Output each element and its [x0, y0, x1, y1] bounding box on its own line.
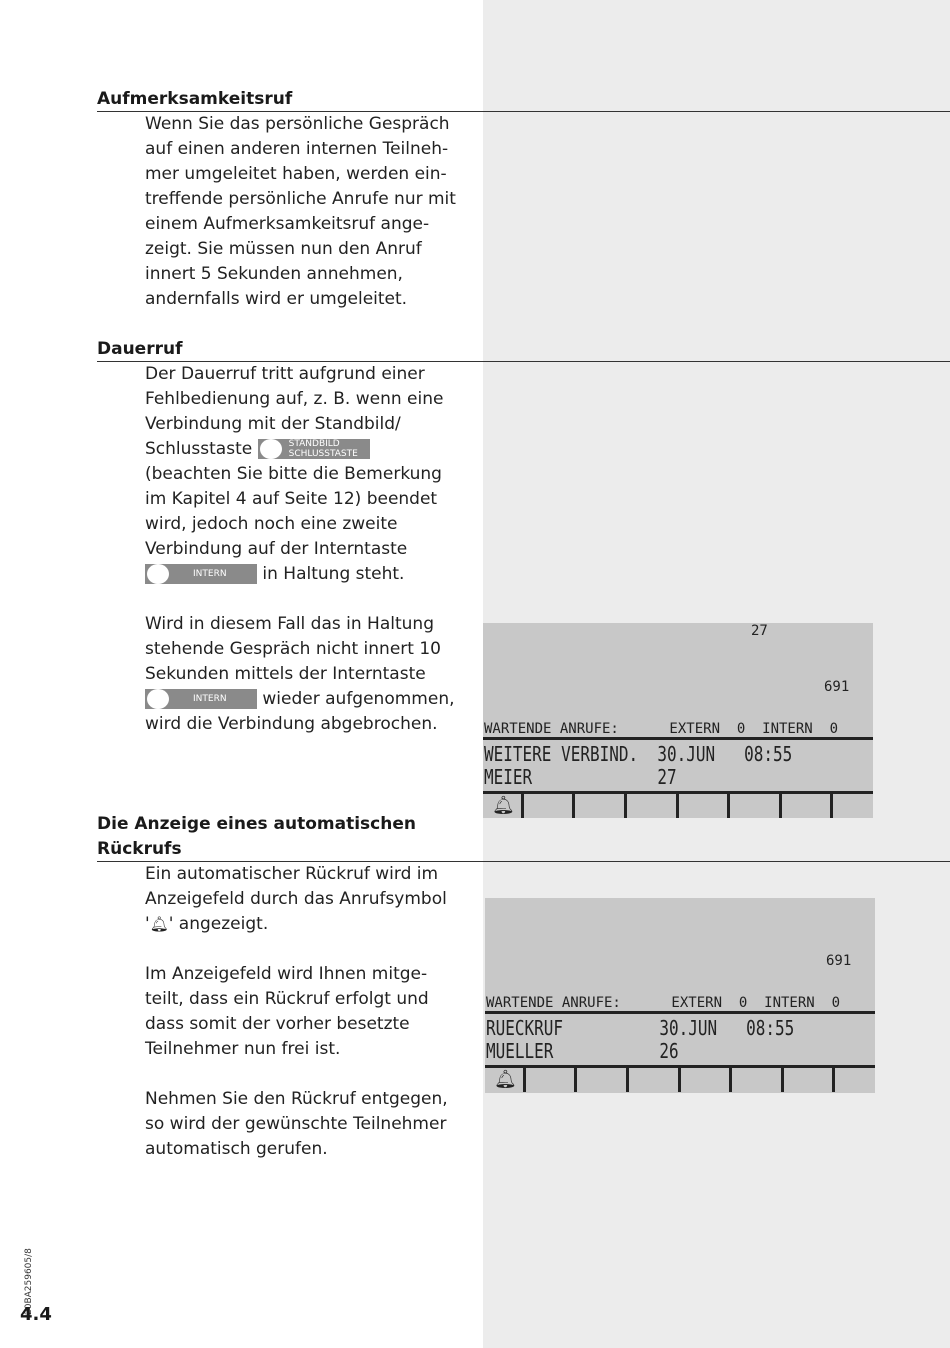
softkey-separator: [626, 1068, 629, 1092]
text-line: [145, 562, 465, 587]
text-line: im Kapitel 4 auf Seite 12) beendet: [145, 489, 438, 509]
text-line: zeigt. Sie müssen nun den Anruf: [145, 239, 422, 259]
display-status-line: WARTENDE ANRUFE: EXTERN 0 INTERN 0: [484, 721, 839, 737]
text-fragment: ' angezeigt.: [168, 914, 269, 934]
display-own-number: 691: [826, 953, 852, 969]
text-fragment: ': [145, 914, 150, 934]
document-code: 20BA259605/8: [24, 1248, 34, 1315]
softkey-separator: [781, 1068, 784, 1092]
intern-key-icon: [145, 689, 257, 709]
bell-icon: 🔔︎: [494, 1069, 517, 1090]
softkey-separator: [830, 794, 833, 818]
softkey-separator: [727, 794, 730, 818]
key-knob: [260, 439, 282, 459]
paragraph-rueckruf-2: [145, 962, 465, 1062]
text-line: Nehmen Sie den Rückruf entgegen,: [145, 1089, 448, 1109]
text-line: treffende persönliche Anrufe nur mit: [145, 189, 456, 209]
text-line: Verbindung auf der Interntaste: [145, 539, 408, 559]
text-line: einem Aufmerksamkeitsruf ange-: [145, 214, 430, 234]
display-top-number: 27: [751, 623, 768, 639]
display-row-2: MEIER 27: [484, 765, 677, 789]
text-line: Ein automatischer Rückruf wird im: [145, 864, 439, 884]
text-line: [145, 687, 465, 712]
section-heading-aufmerksamkeitsruf: Aufmerksamkeitsruf: [97, 89, 293, 109]
key-label: SCHLUSSTASTE: [288, 449, 358, 459]
text-line: Im Anzeigefeld wird Ihnen mitge-: [145, 964, 428, 984]
key-label: INTERN: [193, 569, 227, 579]
bell-icon: 🔔︎: [492, 795, 515, 816]
text-line: teilt, dass ein Rückruf erfolgt und: [145, 989, 429, 1009]
text-line: Teilnehmer nun frei ist.: [145, 1039, 341, 1059]
text-line: stehende Gespräch nicht innert 10: [145, 639, 441, 659]
section-heading-rueckruf: [97, 812, 437, 862]
text-line: Der Dauerruf tritt aufgrund einer: [145, 364, 425, 384]
softkey-separator: [523, 1068, 526, 1092]
text-line: andernfalls wird er umgeleitet.: [145, 289, 408, 309]
text-line: innert 5 Sekunden annehmen,: [145, 264, 403, 284]
text-line: wird die Verbindung abgebrochen.: [145, 714, 438, 734]
text-line: dass somit der vorher besetzte: [145, 1014, 410, 1034]
key-label: STANDBILD: [288, 439, 340, 449]
text-line: Anzeigefeld durch das Anrufsymbol: [145, 889, 447, 909]
paragraph-aufmerksamkeitsruf: [145, 112, 465, 312]
text-line: automatisch gerufen.: [145, 1139, 328, 1159]
text-line: Fehlbedienung auf, z. B. wenn eine: [145, 389, 444, 409]
intern-key-icon: [145, 564, 257, 584]
softkey-separator: [676, 794, 679, 818]
softkey-separator: [832, 1068, 835, 1092]
text-line: auf einen anderen internen Teilneh-: [145, 139, 449, 159]
text-line: (beachten Sie bitte die Bemerkung: [145, 464, 442, 484]
section-heading-dauerruf: Dauerruf: [97, 339, 183, 359]
page-number: 4.4: [20, 1304, 52, 1325]
heading-line: Rückrufs: [97, 839, 182, 859]
display-status-line: WARTENDE ANRUFE: EXTERN 0 INTERN 0: [486, 995, 841, 1011]
display-own-number: 691: [824, 679, 850, 695]
key-label: INTERN: [193, 694, 227, 704]
display-softkey-bar: [483, 794, 873, 818]
key-knob: [147, 689, 169, 709]
paragraph-dauerruf-1: [145, 362, 465, 587]
display-row-1: RUECKRUF 30.JUN 08:55: [486, 1016, 795, 1040]
standbild-schlusstaste-key-icon: [258, 439, 370, 459]
display-divider: [483, 737, 873, 740]
text-fragment: wieder aufgenommen,: [262, 689, 455, 709]
text-line: mer umgeleitet haben, werden ein-: [145, 164, 447, 184]
heading-line: Die Anzeige eines automatischen: [97, 814, 416, 834]
text-line: so wird der gewünschte Teilnehmer: [145, 1114, 447, 1134]
display-softkey-bar: [485, 1068, 875, 1092]
softkey-separator: [624, 794, 627, 818]
text-fragment: in Haltung steht.: [262, 564, 405, 584]
phone-display-rueckruf: [485, 898, 875, 1093]
softkey-separator: [779, 794, 782, 818]
paragraph-rueckruf-1: [145, 862, 465, 937]
display-divider: [485, 1011, 875, 1014]
key-knob: [147, 564, 169, 584]
softkey-separator: [572, 794, 575, 818]
text-line: Wird in diesem Fall das in Haltung: [145, 614, 434, 634]
softkey-separator: [729, 1068, 732, 1092]
text-line: Verbindung mit der Standbild/: [145, 414, 401, 434]
text-line: Wenn Sie das persönliche Gespräch: [145, 114, 450, 134]
text-fragment: Schlusstaste: [145, 439, 253, 459]
paragraph-dauerruf-2: [145, 612, 465, 737]
text-line: Sekunden mittels der Interntaste: [145, 664, 426, 684]
display-row-1: WEITERE VERBIND. 30.JUN 08:55: [484, 742, 793, 766]
softkey-separator: [574, 1068, 577, 1092]
text-line: [145, 437, 465, 462]
softkey-separator: [678, 1068, 681, 1092]
softkey-separator: [521, 794, 524, 818]
text-line: [145, 912, 465, 937]
bell-icon: 🔔︎: [149, 915, 169, 933]
text-line: wird, jedoch noch eine zweite: [145, 514, 398, 534]
display-row-2: MUELLER 26: [486, 1039, 679, 1063]
paragraph-rueckruf-3: [145, 1087, 465, 1162]
phone-display-weitere-verbindung: [483, 623, 873, 818]
